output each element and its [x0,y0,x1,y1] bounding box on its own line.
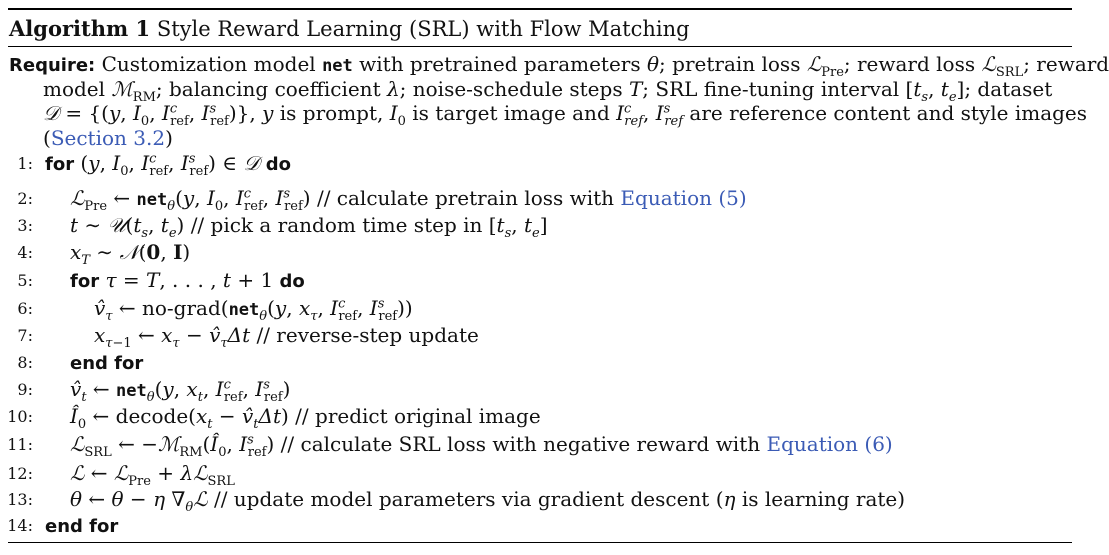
line-number: 5: [17,271,33,290]
equation-5-link[interactable]: Equation (5) [620,186,747,210]
title-rule [8,46,1072,47]
algorithm-title [9,15,690,43]
algo-line-10: 10: $Î_0$ ← $decode(x_t$ − $v̂_t\Delta t$) // predict original image [0,404,1080,429]
algo-line-14: 14: end for [0,513,1080,538]
line-number: 14: [7,516,33,535]
algo-line-2: 2: ℒ$_{Pre}$ ← net$_\theta$(y, $I_0$, $I^c_{ref}$, $I^s_{ref}$) // calculate pretrain loss with Equation (5) [0,186,1080,211]
require-line-1: Require: Customization model net with pretrained parameters θ; pretrain loss ℒ$_{Pre}$; reward loss ℒ$_{SRL}$; reward [9,52,1109,80]
line-number: 4: [17,243,33,262]
line-number: 12: [7,464,33,483]
section-link[interactable]: Section 3.2 [50,125,166,150]
require-line-4: (Section 3.2) [43,125,173,150]
line-number: 3: [17,216,33,235]
algo-line-13: 13: θ ← θ − η $\nabla_\theta ℒ$ // update model parameters via gradient descent (η is learning rate) [0,487,1080,512]
equation-6-link[interactable]: Equation (6) [766,432,893,456]
algo-line-4: 4: $x_T$ ∼ 𝒩(0, I) [0,240,1080,265]
line-number: 8: [17,353,33,372]
require-line-3: 𝒟 = {(y, $I_0$, $I^c_{ref}$, $I^s_{ref}$)}, y is prompt, $I_0$ is target image and $I^c_{ref}$, $I^s_{ref}$ are reference content and style images [43,101,1088,129]
algo-line-7: 7: $x_{\tau-1}$ ← $x_\tau$ − $v̂_\tau\Delta t$ // reverse-step update [0,323,1080,348]
algorithm-label: Algorithm 1 [9,16,151,41]
line-number: 1: [17,154,33,173]
require-label: Require: [9,55,96,76]
top-rule [8,8,1072,10]
require-line-2: model ℳ$_{RM}$; balancing coefficient λ; noise-schedule steps T; SRL fine-tuning interval [$t_s$, $t_e$]; dataset [43,76,1053,105]
require-block [9,52,1109,150]
algo-line-1: 1: for (y, $I_0$, $I^c_{ref}$, $I^s_{ref}$) ∈ 𝒟 do [0,151,1080,176]
line-number: 10: [7,407,33,426]
algo-line-12: 12: ℒ ← ℒ$_{Pre}$ + λℒ$_{SRL}$ [0,461,1080,486]
algorithm-title-text: Style Reward Learning (SRL) with Flow Matching [156,17,690,41]
algo-line-6: 6: $v̂_\tau$ ← no-grad(net$_\theta$(y, $x_\tau$, $I^c_{ref}$, $I^s_{ref}$)) [0,296,1080,321]
algo-line-9: 9: $v̂_t$ ← net$_\theta$(y, $x_t$, $I^c_{ref}$, $I^s_{ref}$) [0,377,1080,402]
algo-line-8: 8: end for [0,350,1080,375]
line-number: 2: [17,189,33,208]
algo-line-11: 11: ℒ$_{SRL}$ ← $-ℳ_{RM}(Î_0$, $I^s_{ref}$) // calculate SRL loss with negative reward with Equation (6) [0,432,1080,457]
line-number: 13: [7,490,33,509]
algo-line-3: 3: t ∼ $𝒰(t_s$, $t_e$) // pick a random time step in [$t_s$, $t_e$] [0,213,1080,238]
line-number: 6: [17,299,33,318]
algo-line-5: 5: for τ = T, . . . , t + 1 do [0,268,1080,293]
line-number: 11: [7,435,33,454]
line-number: 7: [17,326,33,345]
line-number: 9: [17,380,33,399]
bottom-rule [8,542,1072,543]
